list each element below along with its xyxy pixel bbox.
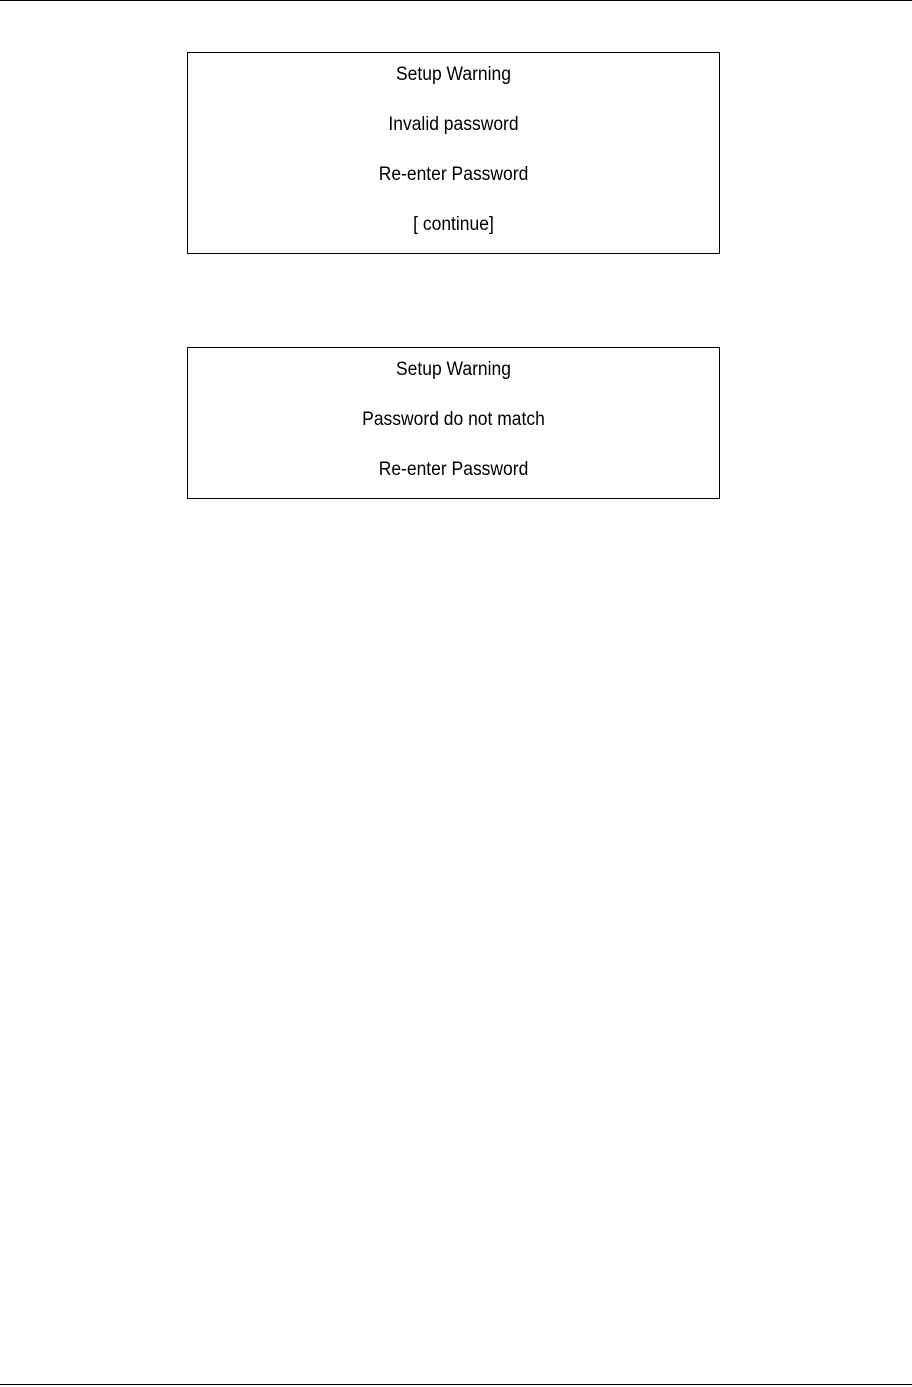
continue-button[interactable]: [ continue] (413, 214, 494, 235)
dialog-title: Setup Warning (396, 359, 511, 380)
page-footer-rule (0, 1384, 912, 1385)
setup-warning-dialog-password-mismatch (187, 347, 720, 499)
dialog-message: Password do not match (362, 409, 545, 430)
setup-warning-dialog-invalid-password (187, 52, 720, 254)
dialog-title: Setup Warning (396, 64, 511, 85)
dialog-prompt: Re-enter Password (378, 164, 529, 185)
page-header-rule (0, 0, 912, 1)
dialog-message: Invalid password (388, 114, 519, 135)
dialog-prompt: Re-enter Password (378, 459, 529, 480)
